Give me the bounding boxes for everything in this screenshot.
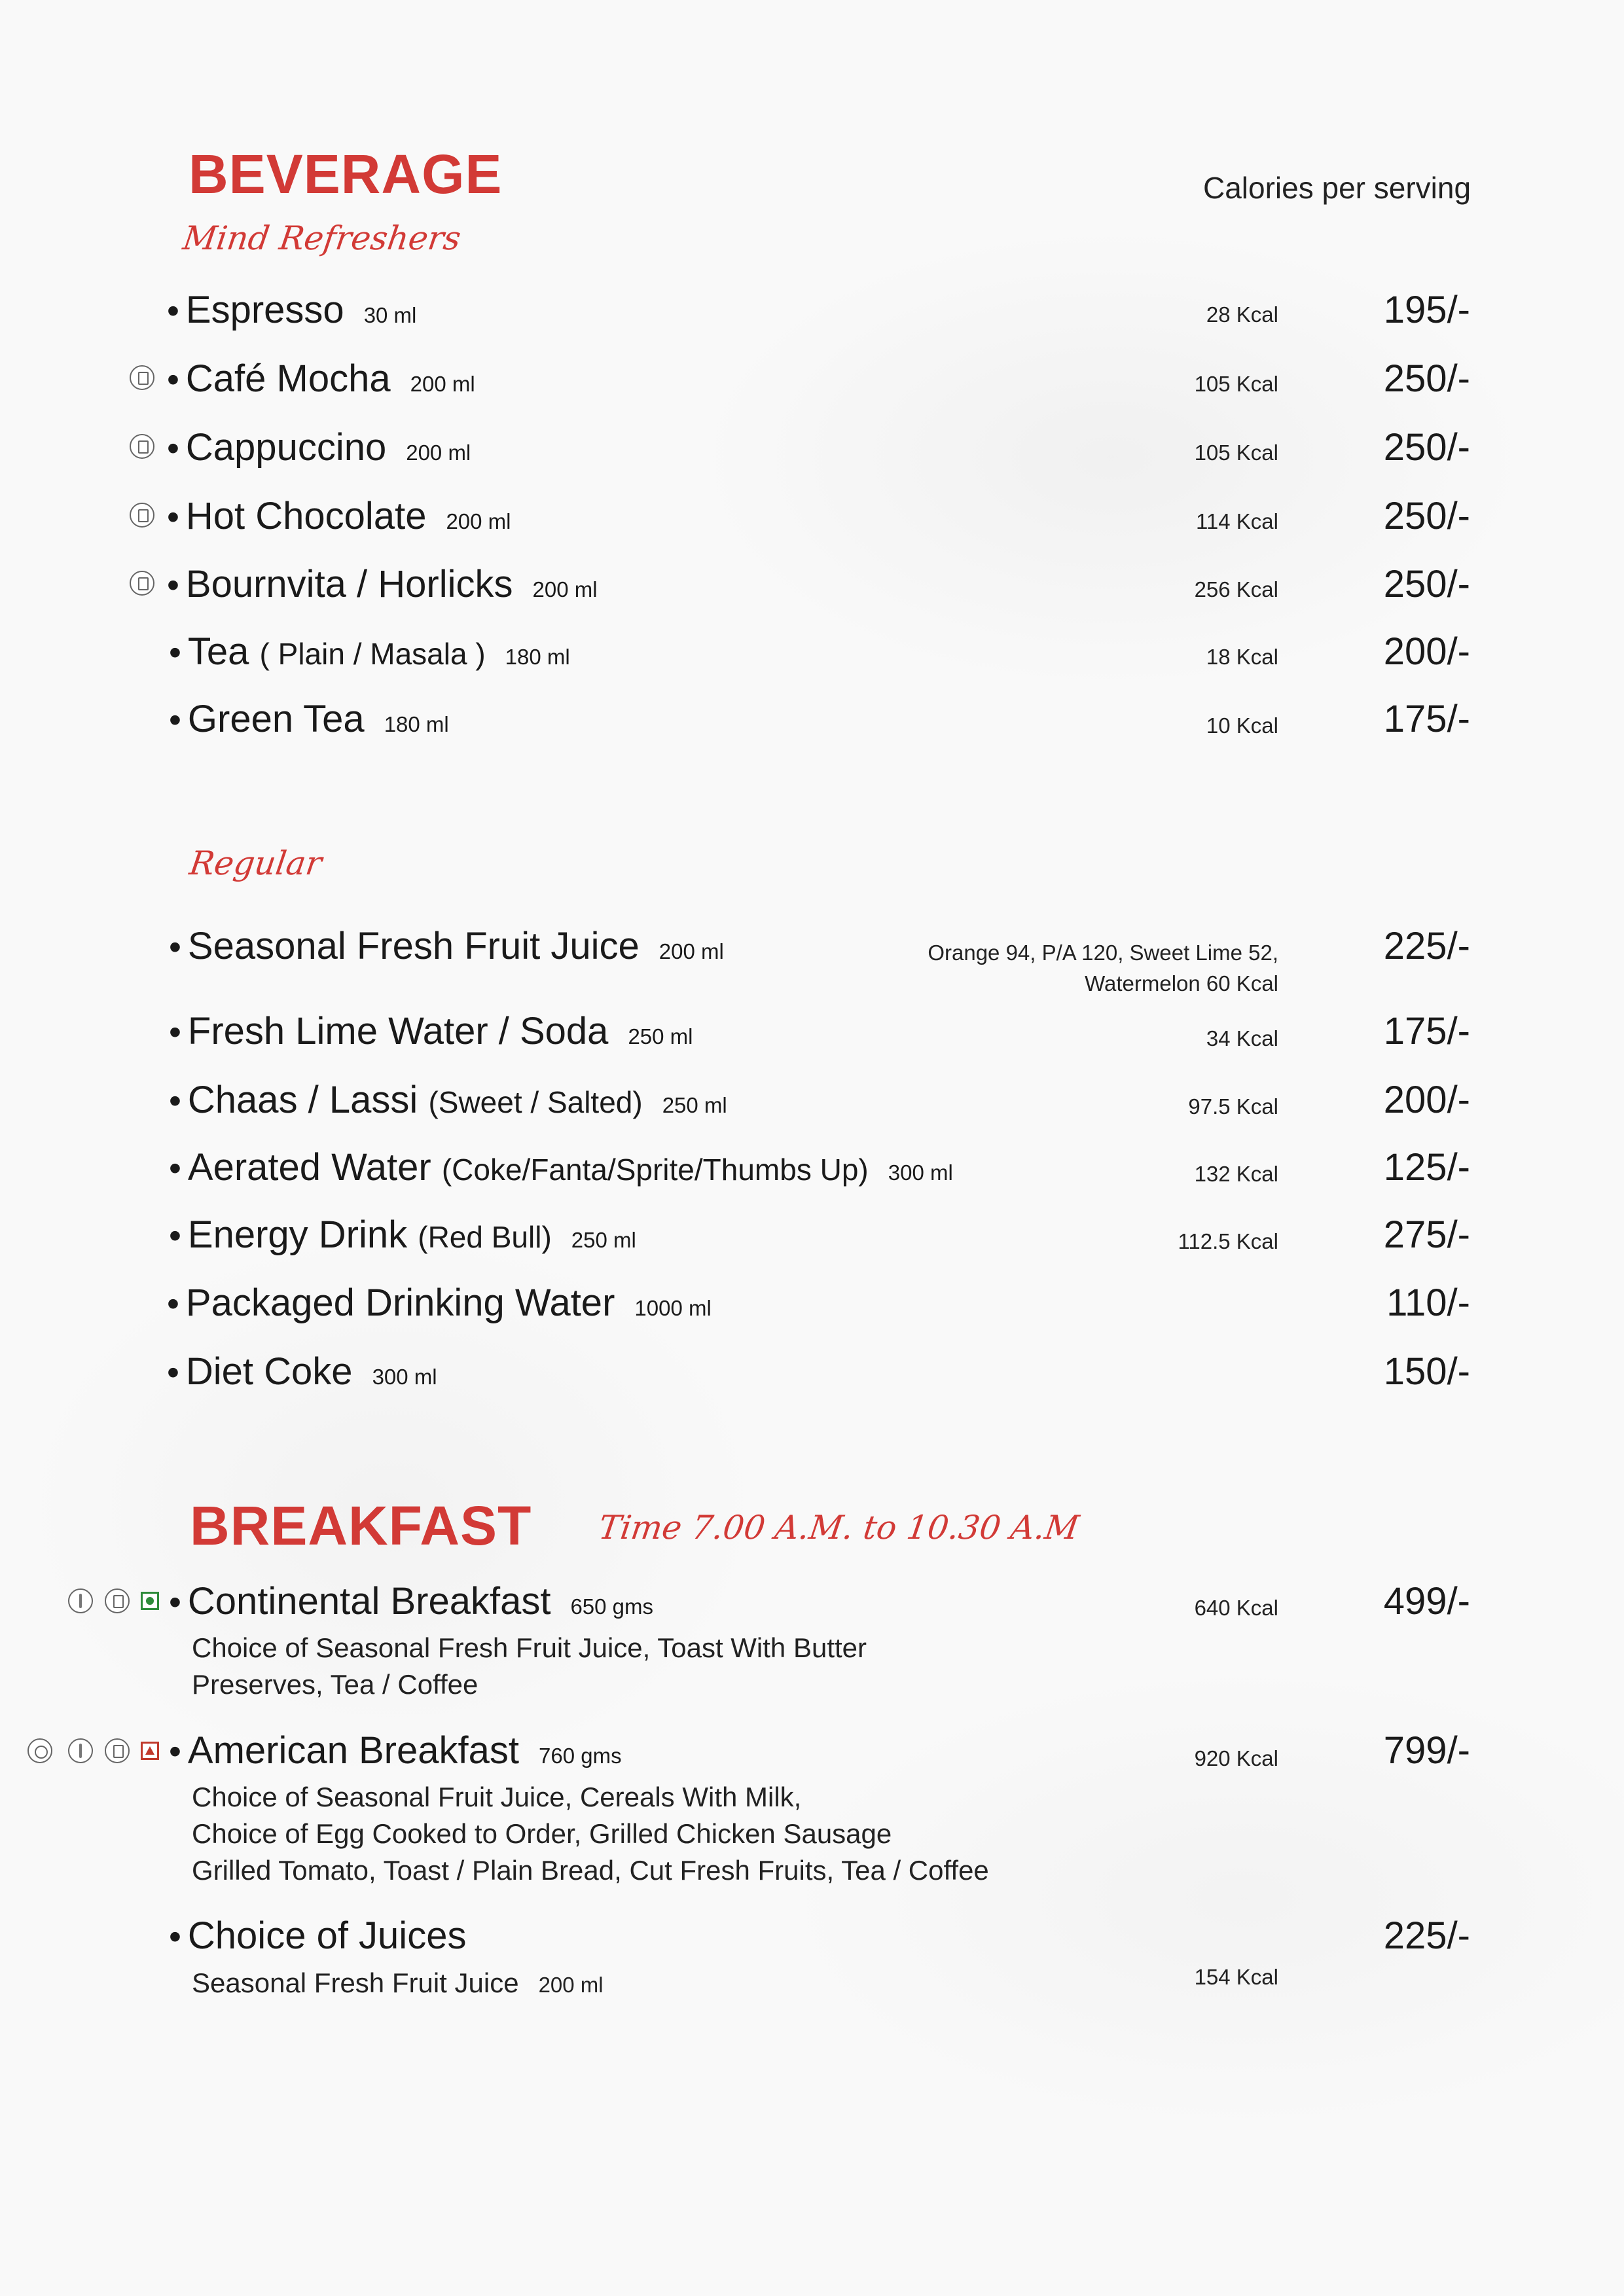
breakfast-title: BREAKFAST [190,1495,532,1556]
menu-item-kcal: 10 Kcal [1206,713,1278,738]
wheat-icon [68,1588,93,1613]
menu-item-name: • Hot Chocolate 200 ml [167,495,511,537]
milk-carton-icon [105,1738,130,1763]
menu-item-price: 110/- [1386,1282,1470,1324]
menu-item-kcal: 154 Kcal [1194,1965,1278,1989]
milk-carton-icon [130,434,154,459]
menu-item-kcal: 105 Kcal [1194,440,1278,465]
milk-carton-icon [105,1588,130,1613]
menu-item-price: 250/- [1383,563,1470,605]
menu-item-description: Choice of Seasonal Fruit Juice, Cereals With Milk, Choice of Egg Cooked to Order, Grilled Chicken Sausage Grilled Tomato, Toast / Plain Bread, Cut Fresh Fruits, Tea / Coffee [192,1782,989,1886]
menu-item-price: 275/- [1383,1213,1470,1256]
menu-item-price: 200/- [1383,1079,1470,1121]
menu-item-name: • Packaged Drinking Water 1000 ml [167,1282,712,1324]
menu-item-name: • Bournvita / Horlicks 200 ml [167,563,598,605]
menu-item-name: • Aerated Water (Coke/Fanta/Sprite/Thumbs Up) 300 ml [169,1146,953,1189]
menu-item-price: 195/- [1383,289,1470,331]
menu-item-name: • Fresh Lime Water / Soda 250 ml [169,1010,693,1052]
milk-carton-icon [130,365,154,390]
calories-header: Calories per serving [1203,171,1471,205]
menu-item-name: • Continental Breakfast 650 gms [169,1580,654,1623]
menu-item-price: 175/- [1383,698,1470,740]
menu-item-name: • Chaas / Lassi (Sweet / Salted) 250 ml [169,1079,727,1121]
beverage-title: BEVERAGE [189,143,503,205]
veg-icon [141,1592,159,1610]
menu-item-price: 799/- [1383,1729,1470,1772]
menu-item-description: Choice of Seasonal Fresh Fruit Juice, Toast With Butter Preserves, Tea / Coffee [192,1632,867,1700]
menu-item-kcal: 256 Kcal [1194,577,1278,601]
menu-item-name: • Choice of Juices [169,1914,467,1957]
menu-item-kcal: 640 Kcal [1194,1596,1278,1620]
menu-item-price: 250/- [1383,357,1470,400]
menu-item-kcal: 105 Kcal [1194,372,1278,396]
breakfast-time: Time 7.00 A.M. to 10.30 A.M [596,1509,1081,1547]
menu-item-name: • Espresso 30 ml [167,289,417,331]
menu-item-kcal: Orange 94, P/A 120, Sweet Lime 52, [928,941,1278,965]
mind-refreshers-label: Mind Refreshers [180,219,463,257]
menu-item-price: 150/- [1383,1350,1470,1393]
menu-item-price: 225/- [1383,925,1470,967]
menu-item-kcal: 28 Kcal [1206,302,1278,327]
menu-item-price: 250/- [1383,495,1470,537]
menu-item-kcal: 97.5 Kcal [1188,1094,1278,1119]
menu-item-name: • Café Mocha 200 ml [167,357,475,400]
menu-item-name: • American Breakfast 760 gms [169,1729,622,1772]
menu-item-name: • Tea ( Plain / Masala ) 180 ml [169,630,570,673]
egg-icon [27,1738,52,1763]
menu-item-kcal: 114 Kcal [1196,509,1278,533]
menu-item-kcal: 132 Kcal [1194,1162,1278,1186]
menu-item-kcal: Watermelon 60 Kcal [1085,971,1278,996]
menu-item-name: • Energy Drink (Red Bull) 250 ml [169,1213,636,1256]
menu-item-name: • Seasonal Fresh Fruit Juice 200 ml [169,925,724,967]
menu-item-kcal: 112.5 Kcal [1178,1229,1278,1253]
milk-carton-icon [130,571,154,596]
menu-item-name: • Diet Coke 300 ml [167,1350,437,1393]
menu-item-description: Seasonal Fresh Fruit Juice 200 ml [192,1967,604,1998]
regular-label: Regular [187,844,325,882]
menu-item-kcal: 920 Kcal [1194,1746,1278,1770]
non-veg-icon [141,1742,159,1760]
menu-item-price: 499/- [1383,1580,1470,1623]
milk-carton-icon [130,503,154,528]
menu-item-price: 175/- [1383,1010,1470,1052]
menu-item-name: • Green Tea 180 ml [169,698,449,740]
menu-item-kcal: 18 Kcal [1206,645,1278,669]
menu-item-name: • Cappuccino 200 ml [167,426,471,469]
menu-item-price: 200/- [1383,630,1470,673]
menu-item-kcal: 34 Kcal [1206,1026,1278,1050]
menu-item-price: 125/- [1383,1146,1470,1189]
menu-item-price: 225/- [1383,1914,1470,1957]
menu-item-price: 250/- [1383,426,1470,469]
wheat-icon [68,1738,93,1763]
